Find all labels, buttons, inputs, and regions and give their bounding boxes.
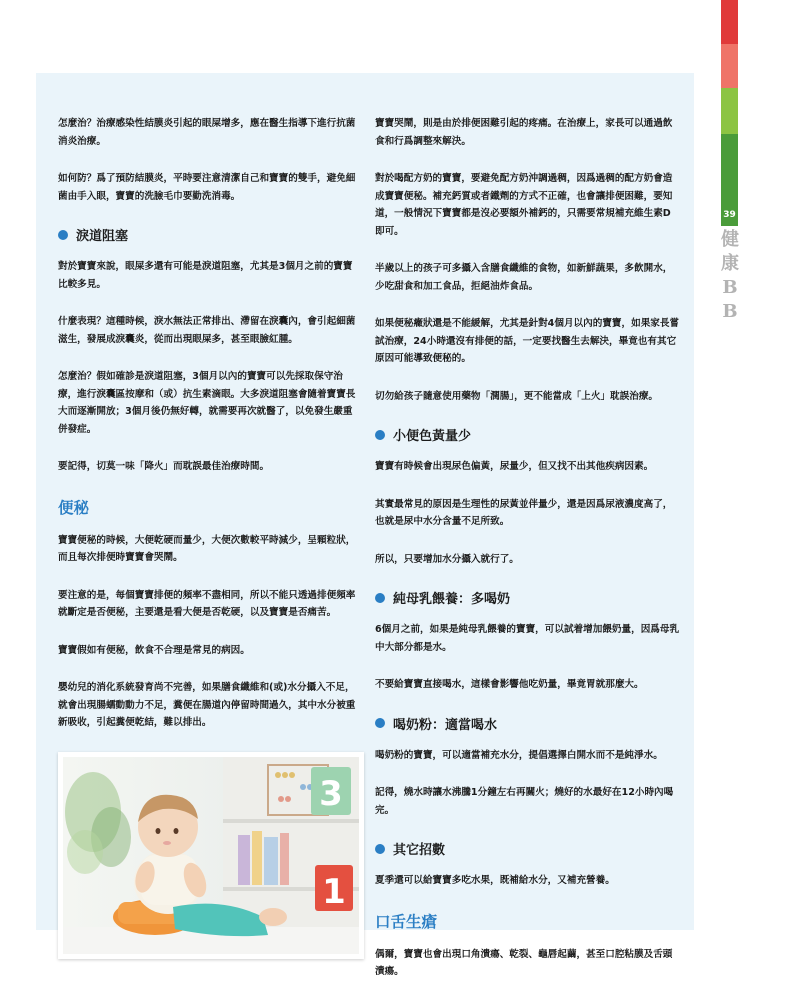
paragraph: 要注意的是，每個寶寶排便的頻率不盡相同，所以不能只透過排便頻率就斷定是否便秘，主要還是看大便是否乾硬，以及寶寶是否痛苦。 — [58, 589, 356, 618]
section-title-mouth-sores: 口舌生瘡 — [375, 912, 438, 931]
paragraph: 記得，燒水時讓水沸騰1分鐘左右再關火；燒好的水最好在12小時內喝完。 — [375, 787, 674, 816]
left-column — [58, 115, 358, 959]
section-name-vertical — [719, 228, 741, 324]
paragraph: 對於喝配方奶的寶寶，要避免配方奶沖調過稠，因爲過稠的配方奶會造成寶寶便秘。補充鈣質或者鐵劑的方式不正確，也會讓排便困難，要知道，一般情況下寶寶都是沒必要額外補鈣的，只需要常規補充維生素D即可。 — [375, 173, 673, 237]
paragraph: 其實最常見的原因是生理性的尿黃並伴量少，還是因爲尿液濃度高了，也就是尿中水分含量不足所致。 — [375, 498, 673, 527]
paragraph: 喝奶粉的寶寶，可以適當補充水分，提倡選擇白開水而不是純淨水。 — [375, 749, 663, 761]
paragraph: 切勿給孩子隨意使用藥物「潤腸」，更不能當成「上火」耽誤治療。 — [375, 390, 659, 402]
baby-on-potty-illustration — [63, 757, 359, 954]
section-name-char: 康 — [721, 253, 739, 274]
block-digit: 3 — [319, 773, 343, 814]
color-tab-lightgreen — [721, 88, 738, 134]
heading-text: 其它招數 — [393, 843, 446, 858]
section-name-char: B — [722, 277, 738, 298]
section-name-char: B — [722, 301, 738, 322]
paragraph: 寶寶哭鬧，則是由於排便困難引起的疼痛。在治療上，家長可以通過飲食和行爲調整來解決。 — [375, 118, 673, 147]
bullet-icon — [58, 230, 68, 240]
paragraph: 怎麼治？假如確診是淚道阻塞，3個月以內的寶寶可以先採取保守治療，進行淚囊區按摩和（或）抗生素滴眼。大多淚道阻塞會隨着寶寶長大而逐漸開放；3個月後仍無好轉，就需要再次就醫了，以免發生嚴重併發症。 — [58, 371, 356, 435]
paragraph: 寶寶有時候會出現尿色偏黃，尿量少，但又找不出其他疾病因素。 — [375, 461, 654, 472]
paragraph: 要記得，切莫一味「降火」而耽誤最佳治療時間。 — [58, 461, 270, 472]
paragraph: 所以，只要增加水分攝入就行了。 — [375, 553, 519, 565]
section-heading-breastfeeding — [375, 588, 680, 607]
paragraph: 夏季還可以給寶寶多吃水果，既補給水分，又補充營養。 — [375, 875, 615, 886]
paragraph: 偶爾，寶寶也會出現口角潰瘍、乾裂、龜唇起繭，甚至口腔粘膜及舌頭潰瘍。 — [375, 948, 673, 977]
heading-text: 淚道阻塞 — [76, 229, 129, 244]
paragraph: 寶寶便秘的時候，大便乾硬而量少，大便次數較平時減少，呈顆粒狀，而且每次排便時寶寶會哭鬧。 — [58, 534, 356, 563]
paragraph: 什麼表現？這種時候，淚水無法正常排出、滯留在淚囊內，會引起細菌滋生，發展成淚囊炎，從而出現眼屎多，甚至眼臉紅腫。 — [58, 316, 356, 345]
page-number: 39 — [723, 210, 736, 220]
paragraph: 6個月之前，如果是純母乳餵養的寶寶，可以試着增加餵奶量，因爲母乳中大部分都是水。 — [375, 624, 680, 653]
paragraph: 對於寶寶來說，眼屎多還有可能是淚道阻塞，尤其是3個月之前的寶寶比較多見。 — [58, 261, 353, 290]
color-tab-red — [721, 0, 738, 44]
section-title-constipation: 便秘 — [58, 498, 90, 517]
heading-text: 喝奶粉：適當喝水 — [393, 717, 498, 733]
bullet-icon — [375, 718, 385, 728]
paragraph: 寶寶假如有便秘，飲食不合理是常見的病因。 — [58, 644, 250, 656]
heading-text: 純母乳餵養：多喝奶 — [393, 592, 511, 607]
section-color-tabs — [721, 0, 738, 226]
section-heading-tear-duct — [58, 225, 358, 244]
bullet-icon — [375, 844, 385, 854]
section-heading-other — [375, 839, 680, 858]
block-digit: 1 — [322, 871, 346, 912]
paragraph: 嬰幼兒的消化系統發育尚不完善，如果膳食纖維和(或)水分攝入不足，就會出現腸蠕動動力不足，糞便在腸道內停留時間過久，其中水分被重新吸收，引起糞便乾結，難以排出。 — [58, 682, 356, 728]
paragraph: 如何防？爲了預防結膜炎，平時要注意清潔自己和寶寶的雙手，避免細菌由手入眼，寶寶的洗臉毛巾要勤洗消毒。 — [58, 173, 356, 202]
section-heading-urine — [375, 425, 680, 444]
section-name-char: 健 — [721, 229, 739, 250]
heading-text: 小便色黃量少 — [393, 429, 472, 444]
paragraph: 如果便秘癥狀還是不能緩解，尤其是針對4個月以內的寶寶，如果家長嘗試治療，24小時還沒有排便的話，一定要找醫生去解決，畢竟也有其它原因可能導致便秘的。 — [375, 318, 680, 364]
paragraph: 不要給寶寶直接喝水，這樣會影響他吃奶量，畢竟胃就那麼大。 — [375, 679, 644, 690]
paragraph: 半歲以上的孩子可多攝入含膳食纖維的食物，如新鮮蔬果，多飲開水，少吃甜食和加工食品，拒絕油炸食品。 — [375, 263, 673, 292]
bullet-icon — [375, 430, 385, 440]
right-column — [375, 115, 680, 1001]
paragraph: 怎麼治？治療感染性結膜炎引起的眼屎增多，應在醫生指導下進行抗菌消炎治療。 — [58, 118, 356, 147]
color-tab-salmon — [721, 44, 738, 88]
bullet-icon — [375, 593, 385, 603]
section-heading-formula — [375, 714, 680, 733]
baby-photo — [58, 752, 364, 959]
